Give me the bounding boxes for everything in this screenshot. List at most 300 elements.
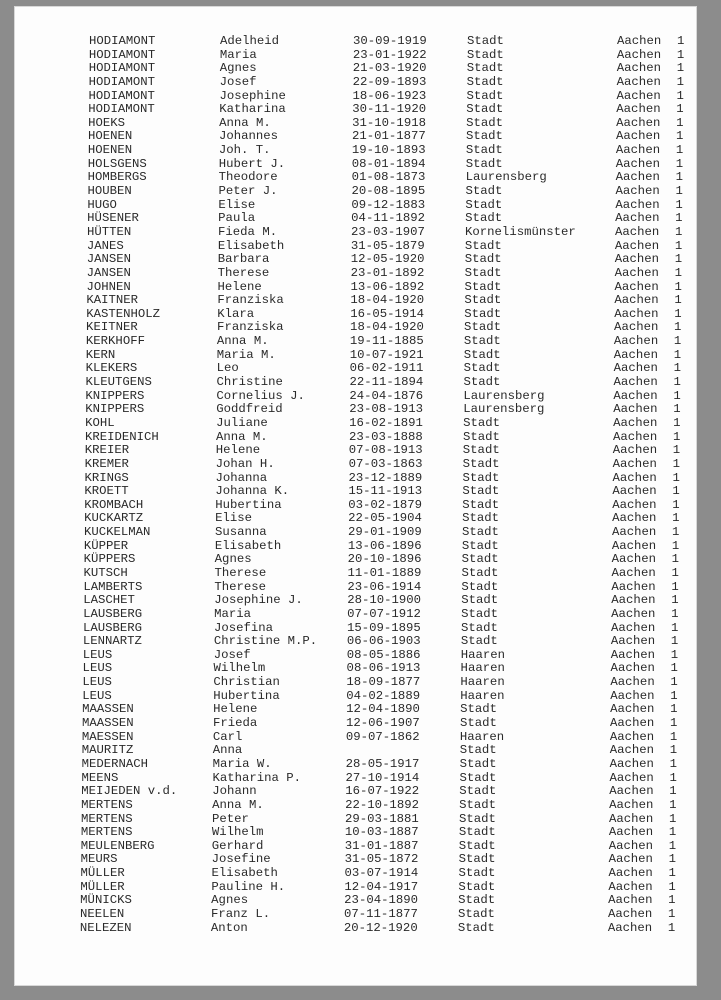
surname-cell: KREIER	[84, 443, 130, 458]
place-cell: Stadt	[464, 293, 502, 308]
date-cell: 08-06-1913	[346, 661, 421, 676]
city-cell: Aachen	[612, 497, 657, 512]
date-cell: 16-02-1891	[349, 415, 423, 430]
city-cell: Aachen	[614, 293, 659, 308]
first-name-cell: Helene	[217, 279, 262, 294]
list-item	[11, 403, 692, 417]
count-cell: 1	[671, 593, 679, 608]
surname-cell: HOEKS	[88, 115, 126, 130]
date-cell: 18-04-1920	[350, 293, 425, 308]
first-name-cell: Maria W.	[212, 756, 272, 771]
date-cell: 07-07-1912	[347, 606, 421, 621]
date-cell: 21-03-1920	[352, 61, 427, 76]
list-item	[8, 758, 689, 772]
place-cell: Stadt	[463, 347, 501, 362]
list-item	[7, 785, 688, 799]
count-cell: 1	[676, 102, 684, 117]
first-name-cell: Helene	[215, 443, 261, 458]
place-cell: Haaren	[459, 729, 505, 744]
city-cell: Aachen	[614, 265, 659, 280]
date-cell: 29-01-1909	[347, 525, 422, 540]
count-cell: 1	[669, 770, 677, 785]
list-item	[11, 431, 692, 445]
surname-cell: MERTENS	[81, 811, 133, 826]
list-item	[12, 362, 693, 376]
list-item	[11, 444, 692, 458]
city-cell: Aachen	[615, 143, 661, 158]
first-name-cell: Christine	[216, 375, 283, 390]
place-cell: Stadt	[462, 470, 500, 485]
first-name-cell: Josef	[213, 647, 251, 662]
list-item	[14, 144, 695, 158]
place-cell: Stadt	[464, 306, 502, 321]
city-cell: Aachen	[612, 470, 657, 485]
place-cell: Stadt	[458, 907, 495, 921]
city-cell: Aachen	[608, 852, 653, 867]
first-name-cell: Frieda	[213, 716, 258, 731]
surname-cell: JANES	[86, 238, 124, 253]
place-cell: Stadt	[459, 756, 497, 771]
city-cell: Aachen	[610, 716, 655, 731]
first-name-cell: Elisabeth	[217, 238, 285, 253]
surname-cell: LEUS	[82, 661, 113, 676]
count-cell: 1	[672, 456, 681, 471]
surname-cell: NEELEN	[80, 907, 125, 921]
count-cell: 1	[673, 347, 682, 362]
count-cell: 1	[674, 293, 682, 308]
list-item	[9, 649, 690, 663]
place-cell: Stadt	[465, 184, 503, 199]
count-cell: 1	[672, 511, 680, 526]
count-cell: 1	[672, 429, 681, 444]
date-cell: 19-11-1885	[349, 334, 424, 349]
place-cell: Stadt	[462, 443, 500, 458]
place-cell: Stadt	[459, 743, 497, 758]
city-cell: Aachen	[611, 579, 656, 594]
place-cell: Stadt	[464, 252, 502, 267]
count-cell: 1	[673, 361, 682, 376]
count-cell: 1	[674, 320, 682, 335]
date-cell: 07-08-1913	[348, 443, 423, 458]
date-cell: 23-08-1913	[349, 402, 424, 417]
place-cell: Stadt	[464, 320, 501, 335]
place-cell: Stadt	[459, 770, 497, 785]
surname-cell: MEDERNACH	[81, 756, 149, 771]
city-cell: Aachen	[616, 102, 661, 117]
date-cell: 12-05-1920	[350, 252, 425, 267]
first-name-cell: Josephine J.	[214, 593, 303, 608]
list-item	[14, 171, 695, 185]
city-cell: Aachen	[608, 825, 654, 840]
date-cell: 07-03-1863	[348, 456, 423, 471]
city-cell: Aachen	[613, 361, 658, 376]
first-name-cell: Christian	[213, 675, 280, 690]
date-cell: 22-05-1904	[348, 511, 422, 526]
place-cell: Stadt	[458, 825, 496, 840]
city-cell: Aachen	[611, 593, 656, 608]
place-cell: Stadt	[465, 143, 503, 158]
surname-cell: KROMBACH	[84, 497, 144, 512]
first-name-cell: Franziska	[217, 320, 284, 335]
date-cell: 23-06-1914	[347, 579, 422, 594]
place-cell: Stadt	[466, 115, 504, 130]
list-item	[13, 199, 694, 213]
surname-cell: LAUSBERG	[82, 620, 143, 635]
count-cell: 1	[671, 552, 680, 567]
count-cell: 1	[670, 620, 679, 635]
surname-cell: MAESSEN	[81, 729, 134, 744]
date-cell: 21-01-1877	[352, 129, 426, 144]
place-cell: Stadt	[466, 129, 503, 144]
list-item	[10, 499, 691, 513]
city-cell: Aachen	[610, 688, 655, 703]
city-cell: Aachen	[612, 443, 658, 458]
city-cell: Aachen	[614, 238, 660, 253]
surname-cell: HODIAMONT	[88, 61, 156, 76]
list-item	[8, 744, 689, 758]
city-cell: Aachen	[612, 484, 657, 499]
first-name-cell: Hubertina	[215, 497, 282, 512]
first-name-cell: Leo	[216, 361, 239, 376]
date-cell: 31-10-1918	[352, 115, 426, 130]
count-cell: 1	[672, 497, 680, 512]
count-cell: 1	[670, 634, 679, 649]
city-cell: Aachen	[610, 647, 655, 662]
date-cell: 04-11-1892	[351, 211, 425, 226]
place-cell: Stadt	[460, 702, 498, 717]
list-item	[6, 894, 687, 908]
surname-cell: MÜNICKS	[80, 893, 132, 908]
city-cell: Aachen	[610, 702, 655, 717]
city-cell: Aachen	[613, 334, 659, 349]
count-cell: 1	[675, 156, 684, 171]
surname-cell: KNIPPERS	[85, 402, 145, 417]
count-cell: 1	[672, 443, 681, 458]
date-cell: 06-02-1911	[349, 361, 424, 376]
first-name-cell: Elise	[215, 511, 253, 526]
first-name-cell: Franziska	[217, 293, 284, 308]
surname-cell: KUCKELMAN	[83, 525, 151, 540]
place-cell: Stadt	[461, 525, 499, 540]
surname-cell: HOMBERGS	[87, 170, 147, 185]
date-cell: 22-10-1892	[345, 797, 419, 812]
city-cell: Aachen	[614, 252, 660, 267]
count-cell: 1	[673, 334, 682, 349]
place-cell: Stadt	[462, 484, 500, 499]
city-cell: Aachen	[613, 347, 659, 362]
surname-cell: LENNARTZ	[82, 634, 142, 649]
list-item	[6, 881, 687, 895]
count-cell: 1	[674, 306, 682, 321]
place-cell: Stadt	[459, 811, 496, 826]
city-cell: Aachen	[611, 565, 656, 580]
surname-cell: MAURITZ	[81, 743, 134, 758]
list-item	[8, 690, 689, 704]
count-cell: 1	[675, 224, 683, 239]
city-cell: Aachen	[610, 634, 656, 649]
first-name-cell: Anna M.	[212, 797, 264, 812]
list-item	[14, 117, 695, 131]
place-cell: Stadt	[462, 497, 500, 512]
surname-cell: LEUS	[82, 647, 113, 662]
place-cell: Stadt	[462, 511, 500, 526]
date-cell: 23-01-1922	[352, 47, 427, 62]
list-item	[15, 62, 696, 76]
date-cell: 09-12-1883	[351, 197, 426, 212]
date-cell: 19-10-1893	[351, 143, 426, 158]
first-name-cell: Anton	[210, 920, 248, 935]
list-item	[11, 417, 692, 431]
city-cell: Aachen	[615, 211, 660, 226]
list-item	[8, 717, 689, 731]
surname-cell: MAASSEN	[82, 716, 134, 731]
surname-cell: MAASSEN	[82, 702, 134, 717]
date-cell: 24-04-1876	[349, 388, 424, 403]
date-cell: 31-05-1872	[344, 852, 419, 867]
place-cell: Stadt	[466, 74, 504, 89]
count-cell: 1	[669, 729, 678, 744]
count-cell: 1	[672, 484, 680, 499]
count-cell: 1	[676, 61, 685, 76]
count-cell: 1	[670, 716, 678, 731]
first-name-cell: Helene	[213, 702, 258, 717]
first-name-cell: Anna M.	[215, 429, 268, 444]
count-cell: 1	[668, 838, 677, 853]
first-name-cell: Therese	[214, 579, 267, 594]
date-cell: 12-04-1917	[344, 879, 419, 894]
list-item	[7, 826, 688, 840]
city-cell: Aachen	[616, 115, 661, 130]
list-item	[8, 703, 689, 717]
list-item	[7, 799, 688, 813]
first-name-cell: Hubertina	[213, 688, 280, 703]
first-name-cell: Johann	[212, 784, 257, 799]
surname-cell: MÜLLER	[80, 866, 125, 881]
list-item	[14, 90, 695, 104]
list-item	[10, 526, 691, 540]
first-name-cell: Josephine	[219, 88, 286, 103]
city-cell: Aachen	[608, 893, 653, 908]
surname-cell: LAMBERTS	[83, 579, 143, 594]
city-cell: Aachen	[616, 61, 662, 76]
place-cell: Stadt	[465, 197, 503, 212]
city-cell: Aachen	[612, 511, 657, 526]
list-item	[8, 676, 689, 690]
first-name-cell: Peter	[212, 811, 249, 826]
list-item	[10, 485, 691, 499]
list-item	[7, 853, 688, 867]
surname-cell: MÜLLER	[80, 879, 125, 894]
count-cell: 1	[669, 784, 677, 799]
surname-cell: MERTENS	[81, 797, 133, 812]
count-cell: 1	[676, 74, 684, 89]
city-cell: Aachen	[614, 306, 659, 321]
date-cell: 22-11-1894	[349, 375, 424, 390]
place-cell: Stadt	[464, 279, 502, 294]
list-item	[6, 922, 687, 936]
list-item	[10, 553, 691, 567]
date-cell: 23-03-1888	[348, 429, 423, 444]
surname-cell: HODIAMONT	[88, 102, 155, 117]
surname-cell: LASCHET	[83, 593, 135, 608]
date-cell: 28-10-1900	[347, 593, 422, 608]
city-cell: Aachen	[608, 907, 653, 921]
list-item	[10, 512, 691, 526]
city-cell: Aachen	[615, 224, 660, 239]
surname-cell: HODIAMONT	[88, 47, 156, 62]
surname-cell: HODIAMONT	[89, 34, 156, 48]
first-name-cell: Josefina	[213, 620, 274, 635]
surname-cell: KREIDENICH	[84, 429, 159, 444]
list-item	[15, 76, 696, 90]
first-name-cell: Anna M.	[216, 334, 269, 349]
list-item	[7, 813, 688, 827]
first-name-cell: Carl	[212, 729, 243, 744]
place-cell: Haaren	[460, 675, 505, 690]
place-cell: Stadt	[463, 415, 500, 430]
first-name-cell: Josef	[219, 74, 257, 89]
date-cell: 08-05-1886	[346, 647, 421, 662]
date-cell: 23-04-1890	[344, 893, 418, 908]
place-cell: Stadt	[463, 334, 501, 349]
date-cell: 23-03-1907	[351, 224, 425, 239]
date-cell: 27-10-1914	[345, 770, 420, 785]
date-cell: 29-03-1881	[345, 811, 419, 826]
first-name-cell: Elise	[218, 197, 256, 212]
count-cell: 1	[670, 661, 678, 676]
first-name-cell: Anna M.	[219, 115, 271, 130]
first-name-cell: Theodore	[218, 170, 278, 185]
count-cell: 1	[675, 197, 683, 212]
list-item	[12, 281, 693, 295]
surname-cell: KLEUTGENS	[85, 375, 152, 390]
city-cell: Aachen	[609, 797, 654, 812]
count-cell: 1	[670, 675, 678, 690]
surname-cell: KNIPPERS	[85, 388, 145, 403]
city-cell: Aachen	[611, 552, 656, 567]
date-cell: 18-06-1923	[352, 88, 427, 103]
city-cell: Aachen	[609, 743, 655, 758]
count-cell: 1	[670, 702, 678, 717]
count-cell: 1	[670, 688, 678, 703]
first-name-cell: Katharina P.	[212, 770, 302, 785]
date-cell: 20-08-1895	[351, 184, 426, 199]
list-item	[14, 158, 695, 172]
date-cell: 10-03-1887	[344, 825, 419, 840]
city-cell: Aachen	[613, 402, 658, 417]
count-cell: 1	[677, 34, 685, 48]
list-item	[6, 867, 687, 881]
list-item	[13, 253, 694, 267]
first-name-cell: Fieda M.	[218, 224, 278, 239]
list-item	[13, 226, 694, 240]
city-cell: Aachen	[609, 811, 654, 826]
city-cell: Aachen	[611, 525, 657, 540]
count-cell: 1	[670, 647, 679, 662]
place-cell: Stadt	[466, 47, 504, 62]
first-name-cell: Pauline H.	[211, 879, 286, 894]
city-cell: Aachen	[608, 866, 653, 881]
surname-cell: HOENEN	[87, 143, 133, 158]
count-cell: 1	[669, 797, 677, 812]
city-cell: Aachen	[616, 129, 661, 144]
count-cell: 1	[676, 115, 684, 130]
place-cell: Laurensberg	[465, 170, 547, 185]
date-cell: 01-08-1873	[351, 170, 426, 185]
surname-cell: KUCKARTZ	[84, 511, 144, 526]
date-cell: 03-07-1914	[344, 866, 419, 881]
city-cell: Aachen	[609, 756, 654, 771]
surname-cell: JANSEN	[86, 252, 132, 267]
city-cell: Aachen	[610, 675, 655, 690]
surname-cell: KOHL	[85, 415, 115, 430]
first-name-cell: Peter J.	[218, 184, 278, 199]
surname-cell: KROETT	[84, 484, 129, 499]
place-cell: Stadt	[465, 156, 503, 171]
date-cell: 22-09-1893	[352, 74, 427, 89]
city-cell: Aachen	[613, 388, 658, 403]
surname-cell: MEULENBERG	[80, 838, 155, 853]
first-name-cell: Anna	[212, 743, 243, 758]
city-cell: Aachen	[615, 170, 660, 185]
surname-cell: HODIAMONT	[88, 74, 156, 89]
city-cell: Aachen	[612, 429, 658, 444]
place-cell: Stadt	[463, 375, 501, 390]
date-cell: 20-10-1896	[347, 552, 422, 567]
list-item	[12, 321, 693, 335]
count-cell: 1	[668, 825, 677, 840]
city-cell: Aachen	[615, 156, 661, 171]
first-name-cell: Agnes	[214, 552, 252, 567]
first-name-cell: Klara	[217, 306, 255, 321]
list-item	[15, 35, 696, 49]
date-cell: 13-06-1892	[350, 279, 425, 294]
city-cell: Aachen	[609, 729, 655, 744]
city-cell: Aachen	[616, 88, 661, 103]
surname-cell: MEURS	[80, 852, 118, 867]
surname-cell: MERTENS	[80, 825, 133, 840]
count-cell: 1	[668, 866, 676, 881]
city-cell: Aachen	[607, 920, 653, 935]
count-cell: 1	[675, 211, 683, 226]
surname-cell: KEITNER	[86, 320, 138, 335]
place-cell: Laurensberg	[463, 388, 545, 403]
surname-cell: KERN	[85, 347, 116, 362]
first-name-cell: Wilhelm	[213, 661, 266, 676]
place-cell: Stadt	[458, 879, 496, 894]
city-cell: Aachen	[608, 838, 654, 853]
surname-cell: KERKHOFF	[85, 334, 145, 349]
place-cell: Stadt	[465, 211, 503, 226]
list-item	[9, 662, 690, 676]
count-cell: 1	[674, 279, 682, 294]
first-name-cell: Elisabeth	[214, 538, 282, 553]
place-cell: Stadt	[461, 565, 499, 580]
date-cell: 31-01-1887	[344, 838, 419, 853]
place-cell: Stadt	[461, 593, 499, 608]
list-item	[14, 130, 695, 144]
first-name-cell: Wilhelm	[211, 825, 264, 840]
date-cell: 31-05-1879	[350, 238, 425, 253]
date-cell: 18-09-1877	[346, 675, 421, 690]
place-cell: Stadt	[458, 852, 496, 867]
city-cell: Aachen	[612, 456, 657, 471]
city-cell: Aachen	[613, 415, 658, 430]
place-cell: Stadt	[461, 552, 499, 567]
first-name-cell: Gerhard	[211, 838, 264, 853]
list-item	[9, 594, 690, 608]
list-item	[9, 622, 690, 636]
